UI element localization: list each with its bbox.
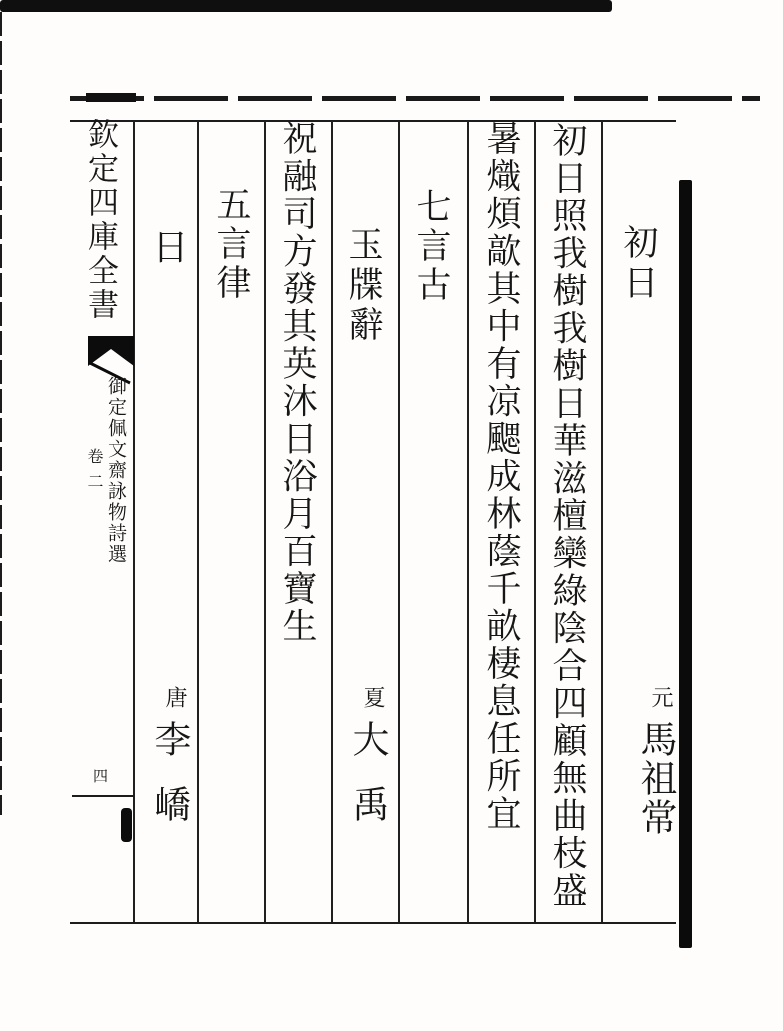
poem2-author-name: 大禹: [346, 720, 389, 850]
column-divider: [197, 121, 199, 922]
column-divider: [534, 121, 536, 922]
poem3-title: 日: [147, 228, 188, 269]
poem3-dynasty: 唐: [162, 686, 187, 710]
poem2-dynasty: 夏: [360, 686, 385, 710]
column-divider: [398, 121, 400, 922]
work-title: 御定佩文齋詠物詩選: [105, 376, 127, 565]
poem1-line-2: 暑熾煩歊其中有凉颸成林蔭千畝棲息任所宜: [481, 120, 521, 833]
page-frame-right: [0, 12, 2, 815]
poem2-author: [346, 686, 389, 850]
poem2-line-1: 祝融司方發其英沐日浴月百寶生: [277, 120, 317, 645]
poem1-author: [634, 686, 677, 837]
spine-fold-bar: [679, 180, 692, 948]
page-frame-bottom-inner: [70, 922, 676, 924]
genre-heading-wuyanlv: 五言律: [211, 186, 251, 303]
poem3-author: [148, 686, 191, 850]
column-divider: [467, 121, 469, 922]
page-number-rule: [72, 795, 134, 797]
poem1-line-1: 初日照我樹我樹日華滋檀欒綠陰合四顧無曲枝盛: [547, 122, 587, 910]
column-divider: [331, 121, 333, 922]
poem1-author-name: 馬祖常: [634, 720, 677, 837]
poem2-title: 玉牒辭: [343, 226, 383, 346]
column-divider: [264, 121, 266, 922]
volume-label: 卷二: [85, 448, 104, 498]
ink-blob: [86, 93, 136, 102]
genre-heading-qiyangu: 七言古: [411, 188, 451, 305]
collection-title: 欽定四庫全書: [82, 118, 118, 322]
column-divider: [601, 121, 603, 922]
column-divider: [133, 121, 135, 922]
ink-smudge: [121, 808, 132, 842]
page-number: 四: [91, 768, 109, 783]
page-frame-top-outer: [70, 96, 760, 101]
page-frame-bottom-outer: [0, 0, 612, 12]
poem1-dynasty: 元: [648, 686, 673, 710]
poem3-author-name: 李嶠: [148, 720, 191, 850]
poem1-title: 初日: [618, 224, 658, 304]
